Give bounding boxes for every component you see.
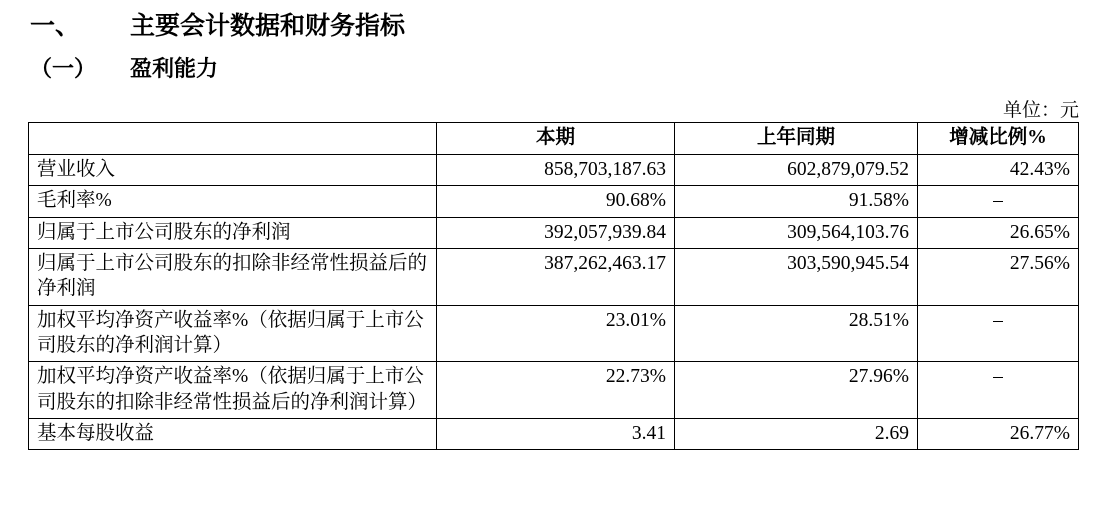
row-current-value: 387,262,463.17 [437, 249, 675, 306]
table-row [29, 249, 1079, 306]
row-label: 归属于上市公司股东的净利润 [29, 217, 437, 248]
row-label: 营业收入 [29, 155, 437, 186]
table-row [29, 419, 1079, 450]
column-header-item [29, 123, 437, 155]
table-row [29, 186, 1079, 217]
column-header-current: 本期 [437, 123, 675, 155]
row-change-value: 26.65% [918, 217, 1079, 248]
table-row [29, 305, 1079, 362]
column-header-previous: 上年同期 [675, 123, 918, 155]
row-current-value: 22.73% [437, 362, 675, 419]
row-current-value: 858,703,187.63 [437, 155, 675, 186]
row-change-value: 42.43% [918, 155, 1079, 186]
row-current-value: 392,057,939.84 [437, 217, 675, 248]
table-header-row [29, 123, 1079, 155]
table-row [29, 362, 1079, 419]
row-change-value: – [918, 186, 1079, 217]
row-change-value: 27.56% [918, 249, 1079, 306]
row-label: 加权平均净资产收益率%（依据归属于上市公司股东的扣除非经常性损益后的净利润计算） [29, 362, 437, 419]
financial-indicators-table [28, 122, 1079, 450]
row-label: 归属于上市公司股东的扣除非经常性损益后的净利润 [29, 249, 437, 306]
section-heading-1-number: 一、 [30, 13, 81, 40]
section-heading-1 [30, 6, 405, 42]
unit-note: 单位：元 [1002, 100, 1079, 121]
table-row [29, 217, 1079, 248]
row-change-value: – [918, 305, 1079, 362]
section-heading-2-number: （一） [30, 56, 97, 81]
row-current-value: 90.68% [437, 186, 675, 217]
row-previous-value: 28.51% [675, 305, 918, 362]
row-change-value: 26.77% [918, 419, 1079, 450]
section-heading-1-text: 主要会计数据和财务指标 [130, 13, 406, 40]
column-header-change: 增减比例% [918, 123, 1079, 155]
row-current-value: 3.41 [437, 419, 675, 450]
row-previous-value: 2.69 [675, 419, 918, 450]
row-previous-value: 309,564,103.76 [675, 217, 918, 248]
row-current-value: 23.01% [437, 305, 675, 362]
row-previous-value: 91.58% [675, 186, 918, 217]
section-heading-2 [30, 52, 218, 83]
row-change-value: – [918, 362, 1079, 419]
table-row [29, 155, 1079, 186]
row-label: 毛利率% [29, 186, 437, 217]
row-previous-value: 27.96% [675, 362, 918, 419]
section-heading-2-text: 盈利能力 [130, 56, 219, 81]
row-label: 基本每股收益 [29, 419, 437, 450]
row-label: 加权平均净资产收益率%（依据归属于上市公司股东的净利润计算） [29, 305, 437, 362]
row-previous-value: 602,879,079.52 [675, 155, 918, 186]
row-previous-value: 303,590,945.54 [675, 249, 918, 306]
